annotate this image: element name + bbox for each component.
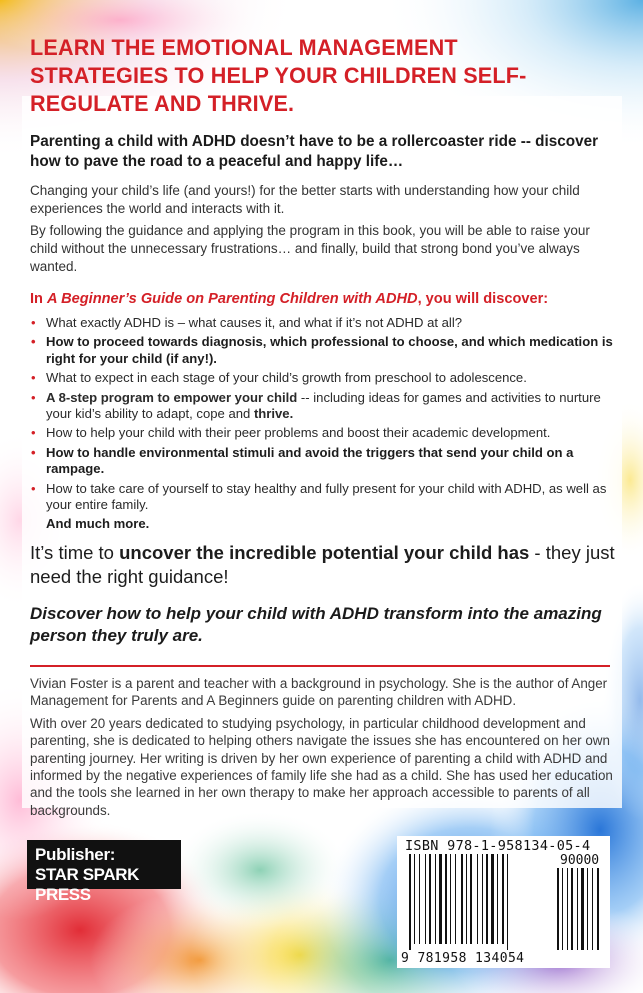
callout-suffix: - they just need the right guidance!: [30, 541, 615, 587]
discover-lead-prefix: In: [30, 291, 48, 307]
list-item-text: How to proceed towards diagnosis, which professional to choose, and which medication is right for your child (if any!).: [46, 334, 613, 366]
intro-paragraph: By following the guidance and applying the program in this book, you will be able to raise your child without the unnecessary frustrations… and finally, build that strong bond you’ve always wanted.: [30, 223, 590, 274]
barcode-number: 9 781958 134054: [401, 951, 525, 966]
list-item: [30, 445, 615, 478]
call-to-action: Discover how to help your child with ADHD transform into the amazing person they truly are.: [30, 603, 602, 645]
list-item-text: What exactly ADHD is – what causes it, and what if it’s not ADHD at all?: [46, 315, 463, 330]
headline: LEARN THE EMOTIONAL MANAGEMENT STRATEGIES TO HELP YOUR CHILDREN SELF-REGULATE AND THRIVE.: [30, 35, 527, 116]
isbn-label: ISBN 978-1-958134-05-4: [405, 838, 591, 854]
list-item-bold-end: thrive.: [253, 406, 294, 422]
callout-text: [30, 541, 615, 589]
back-cover-content: [30, 34, 615, 824]
list-item: [30, 425, 615, 441]
list-item: [30, 481, 615, 514]
bullet-icon: •: [31, 425, 36, 441]
callout-bold: uncover the incredible potential your child has: [119, 541, 530, 563]
divider: [30, 665, 610, 667]
bullet-icon: •: [31, 389, 36, 405]
list-item-text: How to help your child with their peer problems and boost their academic development.: [46, 425, 551, 441]
list-item-bold: A 8-step program to empower your child: [46, 389, 298, 405]
discover-lead: [30, 290, 615, 309]
list-item: [30, 334, 615, 367]
barcode-bars: [407, 854, 603, 950]
barcode-addon-number: 90000: [560, 853, 600, 868]
intro-paragraph: Changing your child’s life (and yours!) for the better starts with understanding how your child experiences the world and interacts with it.: [30, 183, 580, 216]
bullet-icon: •: [31, 370, 36, 386]
callout-prefix: It’s time to: [30, 541, 120, 563]
publisher-badge: [27, 840, 181, 904]
list-item-text: -- including ideas for games and activities to nurture your kid’s ability to adapt, cope and: [46, 389, 601, 422]
list-item-text: How to handle environmental stimuli and avoid the triggers that send your child on a rampage.: [46, 444, 574, 477]
list-item: [30, 390, 615, 423]
publisher-name: STAR SPARK PRESS: [35, 865, 139, 904]
list-item: [30, 315, 615, 331]
discover-lead-suffix: , you will discover:: [417, 291, 549, 307]
author-bio: With over 20 years dedicated to studying psychology, in particular childhood development and parenting, she is dedicated to helping others navigate the issues she has encountered on her own parenting journey. Her writing is driven by her own experience of parenting a child with ADHD and informed by the negative experiences of family life she had as a child. She has used her education and the tools she learned in her own therapy to make her approach accessible to parents of all backgrounds.: [30, 715, 613, 818]
benefits-list: [30, 315, 615, 533]
publisher-label: Publisher:: [35, 845, 116, 864]
isbn-barcode: [397, 836, 610, 968]
bullet-icon: •: [31, 315, 36, 330]
bullet-icon: •: [31, 480, 36, 496]
hook-text: Parenting a child with ADHD doesn’t have to be a rollercoaster ride -- discover how to pave the road to a peaceful and happy life…: [30, 133, 599, 170]
book-title: A Beginner’s Guide on Parenting Children with ADHD: [47, 291, 418, 307]
list-item-text: How to take care of yourself to stay healthy and fully present for your child with ADHD, as well as your entire family.: [46, 480, 607, 513]
bullet-icon: •: [31, 444, 36, 460]
list-item-text: What to expect in each stage of your child’s growth from preschool to adolescence.: [46, 370, 527, 386]
list-item-text: And much more.: [46, 516, 150, 532]
list-item: [30, 370, 615, 386]
list-item: [30, 516, 615, 532]
bullet-icon: •: [31, 334, 36, 350]
author-bio: Vivian Foster is a parent and teacher with a background in psychology. She is the author of Anger Management for Parents and A Beginners guide on parenting children with ADHD.: [30, 675, 608, 709]
